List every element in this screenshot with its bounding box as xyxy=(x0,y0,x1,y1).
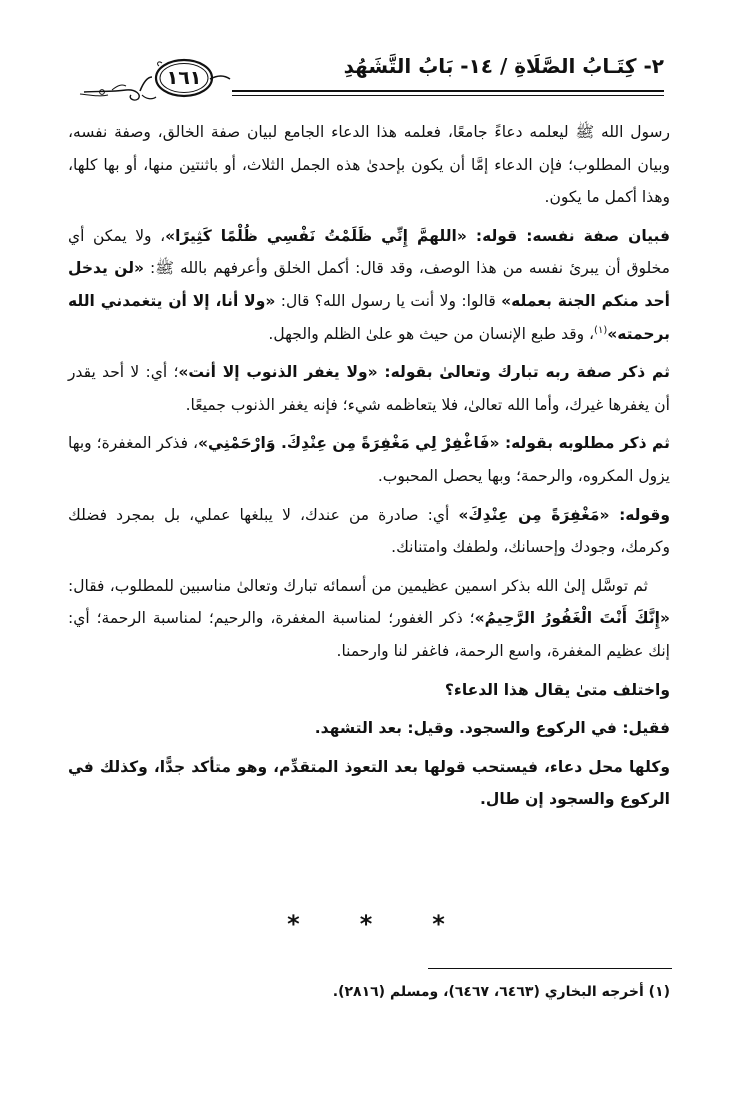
text-run: ؛ ذكر الغفور؛ لمناسبة المغفرة، والرحيم؛ لمناسبة الرحمة؛ أي: إنك عظيم المغفرة، واسع الرحمة، فاغفر لنا وارحمنا. xyxy=(68,609,670,660)
text-run: ، فذكر المغفرة؛ وبها يزول المكروه، والرحمة؛ وبها يحصل المحبوب. xyxy=(68,434,670,485)
paragraph xyxy=(68,751,670,816)
footnote-rule xyxy=(428,968,672,969)
footnotes xyxy=(110,984,670,1000)
page-body xyxy=(68,116,670,822)
emphasized-text: وقوله: «مَغْفِرَةً مِن عِنْدِكَ» xyxy=(458,505,670,524)
separator-asterisk: * xyxy=(287,910,300,938)
text-run: قالوا: ولا أنت يا رسول الله؟ قال: xyxy=(275,291,502,310)
emphasized-text: فقيل: في الركوع والسجود. وقيل: بعد التشهد. xyxy=(314,719,670,738)
paragraph xyxy=(68,356,670,421)
emphasized-text: ثم ذكر صفة ربه تبارك وتعالىٰ بقوله: «ولا يغفر الذنوب إلا أنت» xyxy=(178,363,670,382)
section-separator xyxy=(0,910,732,938)
separator-asterisk: * xyxy=(359,910,373,938)
text-run: ، ولا يمكن أي مخلوق أن يبرئ نفسه من هذا الوصف، وقد قال: أكمل الخلق وأعرفهم بالله ﷺ: xyxy=(68,226,670,278)
paragraph xyxy=(68,674,670,707)
paragraph xyxy=(68,116,670,214)
paragraph xyxy=(68,570,670,668)
emphasized-text: «لن يدخل أحد منكم الجنة بعمله» xyxy=(68,259,670,310)
text-run: أي: صادرة من عندك، لا يبلغها عملي، بل بمجرد فضلك وكرمك، وجودك وإحسانك، ولطفك وامتنانك. xyxy=(68,505,670,557)
text-run: رسول الله ﷺ ليعلمه دعاءً جامعًا، فعلمه هذا الدعاء الجامع لبيان صفة الخالق، وصفة نفسه، وبيان المطلوب؛ فإن الدعاء إمَّا أن يكون بإحدىٰ هذه الجمل الثلاث، أو باثنتين منها، أو بها كلها، وهذا أكمل ما يكون. xyxy=(68,123,670,207)
emphasized-text: وكلها محل دعاء، فيستحب قولها بعد التعوذ المتقدِّم، وهو متأكد جدًّا، وكذلك في الركوع والسجود إن طال. xyxy=(68,757,670,809)
text-run: ؛ أي: لا أحد يقدر أن يغفرها غيرك، وأما الله تعالىٰ، فلا يتعاظمه شيء؛ فإنه يغفر الذنوب جميعًا. xyxy=(68,363,670,414)
paragraph xyxy=(68,220,670,350)
emphasized-text: فبيان صفة نفسه: قوله: «اللهمَّ إِنِّي ظَلَمْتُ نَفْسِي ظُلْمًا كَثِيرًا» xyxy=(165,226,670,245)
emphasized-text: واختلف متىٰ يقال هذا الدعاء؟ xyxy=(444,680,670,699)
paragraph xyxy=(68,427,670,492)
separator-asterisk: * xyxy=(432,910,445,938)
footnote-ref: (١) xyxy=(594,324,608,336)
paragraph xyxy=(68,712,670,745)
footnote: (١) أخرجه البخاري (٦٤٦٣، ٦٤٦٧)، ومسلم (٢٨١٦). xyxy=(332,984,670,1000)
text-run: ، وقد طبع الإنسان من حيث هو علىٰ الظلم والجهل. xyxy=(268,324,595,343)
emphasized-text: ثم ذكر مطلوبه بقوله: «فَاغْفِرْ لِي مَغْفِرَةً مِن عِنْدِكَ. وَارْحَمْنِي» xyxy=(198,434,670,453)
header-rule xyxy=(232,90,664,96)
page-number: ١٦١ xyxy=(166,67,202,89)
running-title: ٢- كِتَـابُ الصَّلَاةِ / ١٤- بَابُ التَّشَهُدِ xyxy=(343,54,664,78)
text-run: ثم توسَّل إلىٰ الله بذكر اسمين عظيمين من أسمائه تبارك وتعالىٰ مناسبين للمطلوب، فقال: xyxy=(68,576,648,595)
emphasized-text: «ولا أنا، إلا أن يتغمدني الله برحمته» xyxy=(68,291,670,343)
paragraph xyxy=(68,499,670,564)
emphasized-text: «إِنَّكَ أَنْتَ الْغَفُورُ الرَّحِيمُ» xyxy=(474,609,670,628)
